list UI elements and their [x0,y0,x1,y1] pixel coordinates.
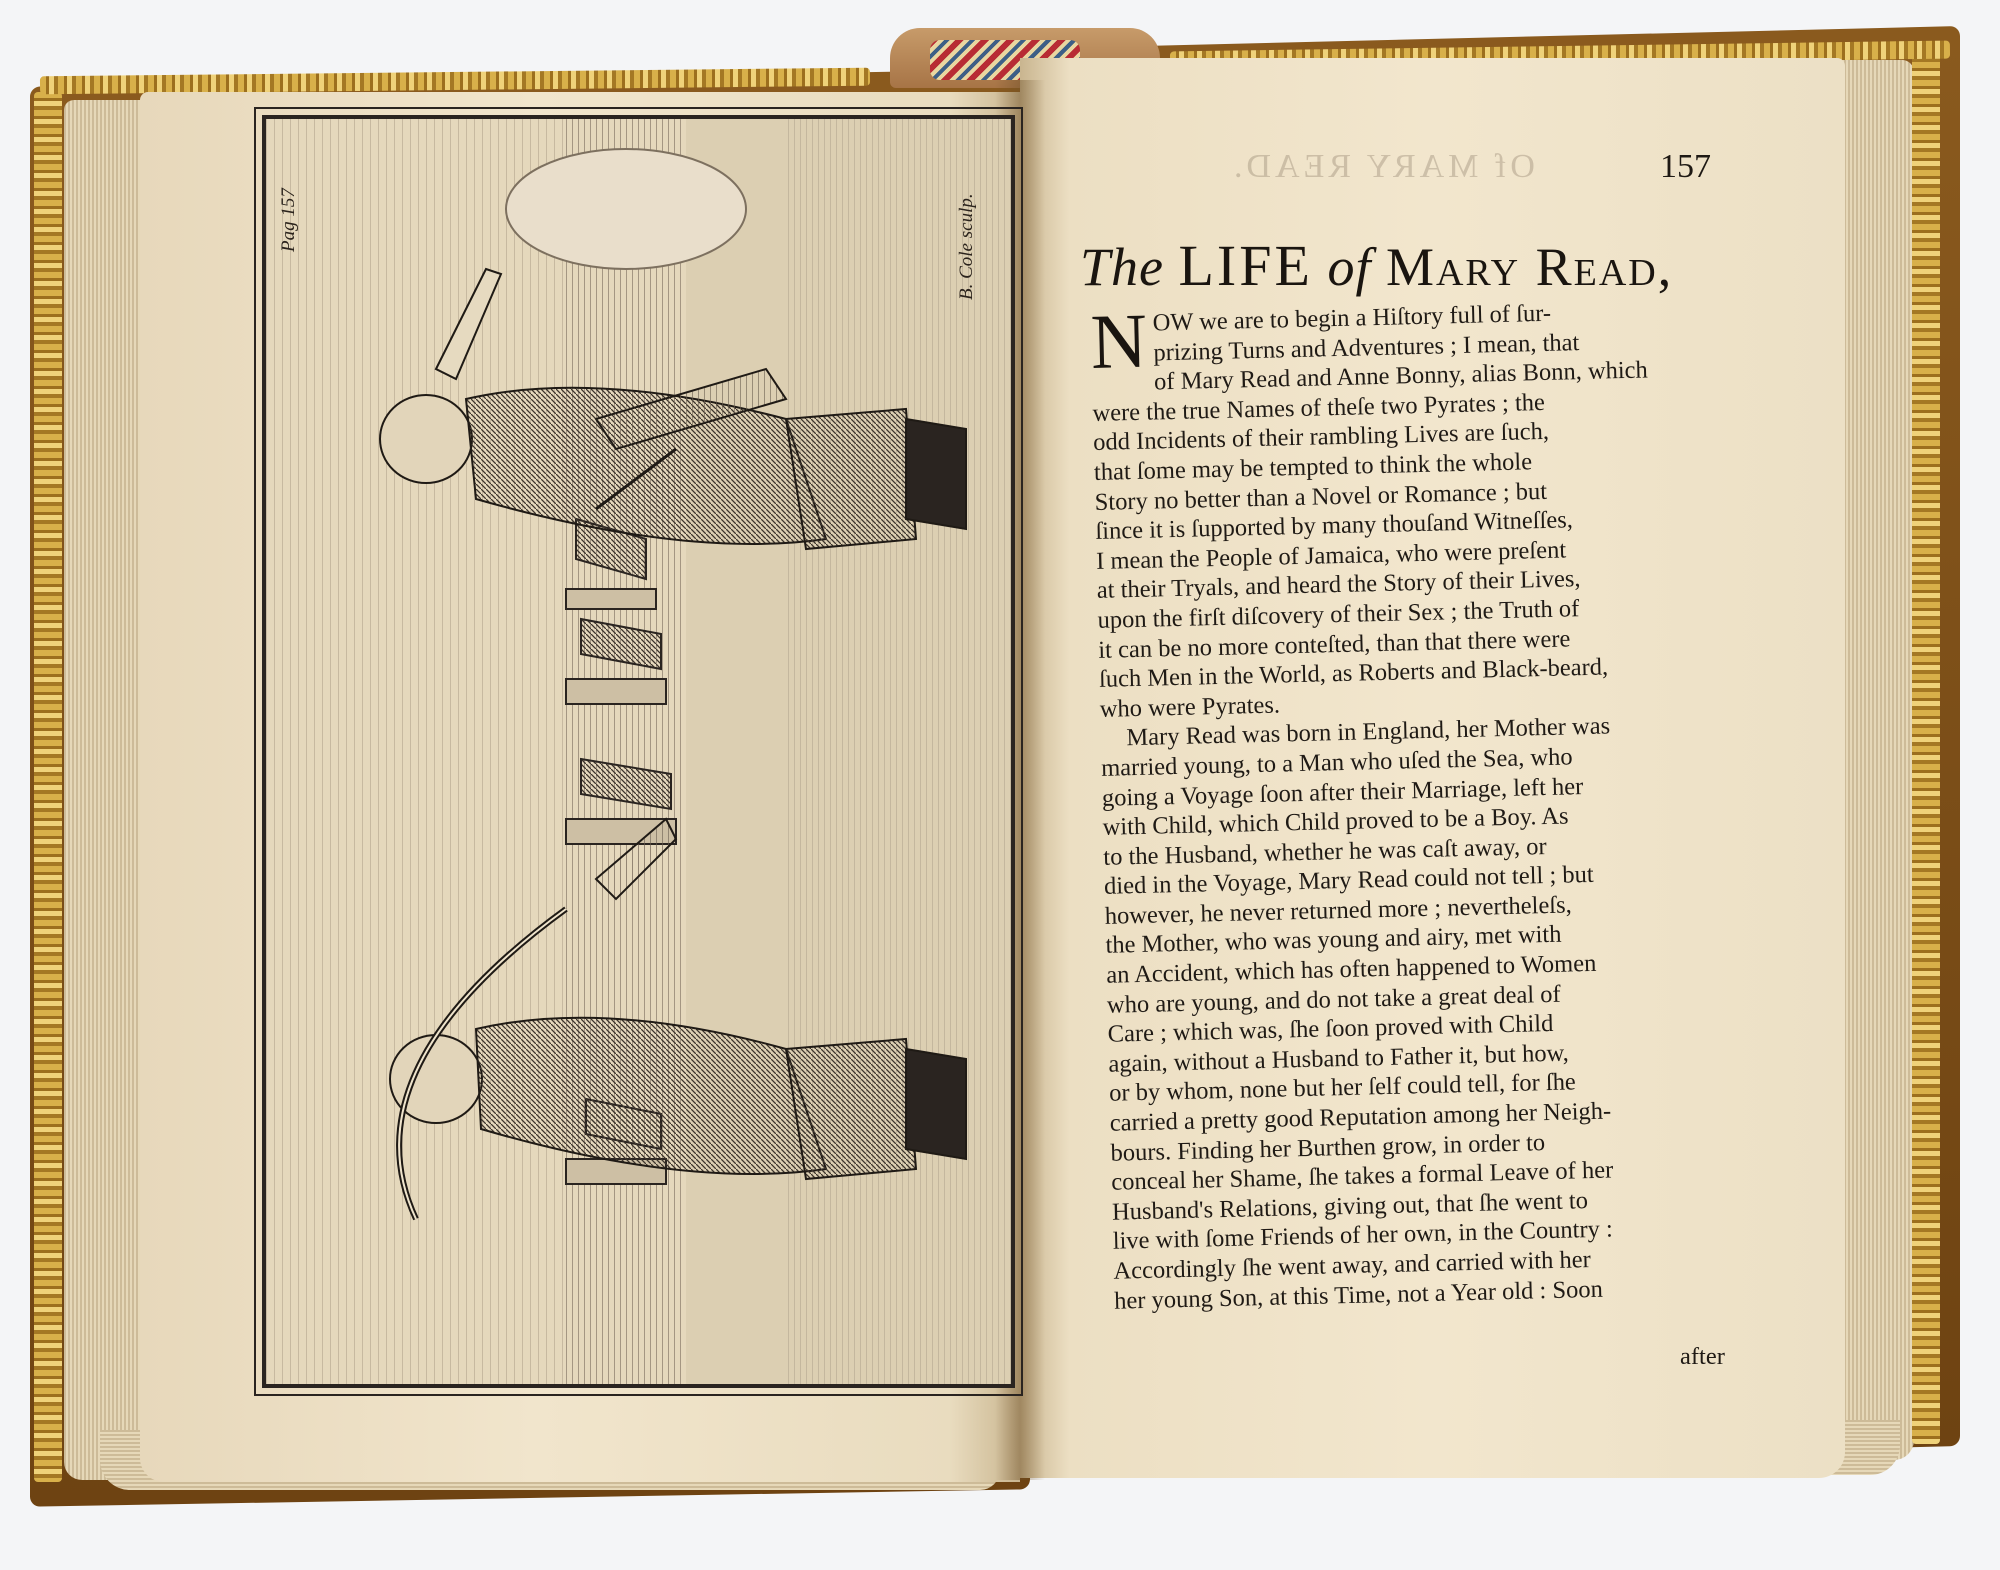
text-line: prizing Turns and Adventures ; I mean, that [1153,328,1580,367]
right-page-stack [1840,60,1914,1460]
text-line: ſuch Men in the World, as Roberts and Black-beard, [1098,653,1609,694]
text-line: to the Husband, whether he was caſt away, or [1103,832,1547,871]
gilt-border-left [34,92,62,1482]
text-line: married young, to a Man who uſed the Sea, who [1100,743,1573,782]
title-of: of [1327,237,1372,297]
text-line: Accordingly ſhe went away, and carried with her [1113,1246,1592,1285]
text-line: at their Tryals, and heard the Story of their Lives, [1096,565,1581,605]
title-name: Mary Read, [1385,237,1674,297]
plate-engraver-signature: B. Cole sculp. [956,193,977,300]
title-the: The [1080,237,1164,297]
text-line: bours. Finding her Burthen grow, in order to [1110,1128,1546,1167]
text-line: were the true Names of theſe two Pyrates ; the [1092,388,1546,427]
text-line: Story no better than a Novel or Romance ; but [1094,477,1548,516]
text-line: who were Pyrates. [1099,691,1281,723]
text-line: upon the firſt diſcovery of their Sex ; the Truth of [1097,595,1580,634]
text-line: Husband's Relations, giving out, that ſhe went to [1111,1186,1589,1226]
text-line: her young Son, at this Time, not a Year old : Soon [1113,1275,1604,1315]
plate-page-reference: Pag 157 [278,188,299,252]
text-line: going a Voyage ſoon after their Marriage, left her [1101,772,1584,812]
text-line: Care ; which was, ſhe ſoon proved with Child [1107,1010,1554,1049]
text-line: with Child, which Child proved to be a Boy. As [1102,802,1569,841]
left-page-stack [64,100,144,1480]
body-text [1090,294,1754,1316]
text-line: odd Incidents of their rambling Lives are ſuch, [1092,418,1550,457]
drop-cap: N [1089,296,1149,385]
text-line: the Mother, who was young and airy, met with [1105,921,1562,960]
text-line: who are young, and do not take a great deal of [1106,980,1561,1019]
engraving-illustration [266,119,1011,1384]
text-line: carried a pretty good Reputation among her Neigh- [1109,1097,1612,1137]
text-line: live with ſome Friends of her own, in the Country : [1112,1215,1614,1256]
text-line: OW we are to begin a Hiſtory full of ſur- [1152,299,1552,337]
text-line: or by whom, none but her ſelf could tell, for ſhe [1108,1068,1577,1108]
engraving-plate [262,115,1015,1388]
title-life: LIFE [1178,233,1313,298]
page-number: 157 [1660,148,1711,185]
text-line: of Mary Read and Anne Bonny, alias Bonn, which [1153,356,1649,396]
gilt-border-right [1912,44,1940,1444]
text-line: an Accident, which has often happened to Women [1105,949,1597,989]
text-line: ſince it is ſupported by many thouſand Witneſſes, [1095,506,1574,546]
text-line: that ſome may be tempted to think the whole [1093,448,1533,486]
show-through-header: Of MARY READ. [1230,148,1535,185]
text-line: died in the Voyage, Mary Read could not tell ; but [1103,861,1594,901]
text-line: however, he never returned more ; nevertheleſs, [1104,891,1573,930]
text-line: again, without a Husband to Father it, but how, [1108,1039,1570,1078]
chapter-title [1080,232,1673,299]
text-line: it can be no more conteſted, than that there were [1097,624,1571,664]
text-line: I mean the People of Jamaica, who were preſent [1095,536,1567,575]
catchword: after [1680,1343,1725,1370]
text-line: Mary Read was born in England, her Mother was [1126,712,1611,752]
text-line: conceal her Shame, ſhe takes a formal Leave of her [1110,1156,1614,1196]
